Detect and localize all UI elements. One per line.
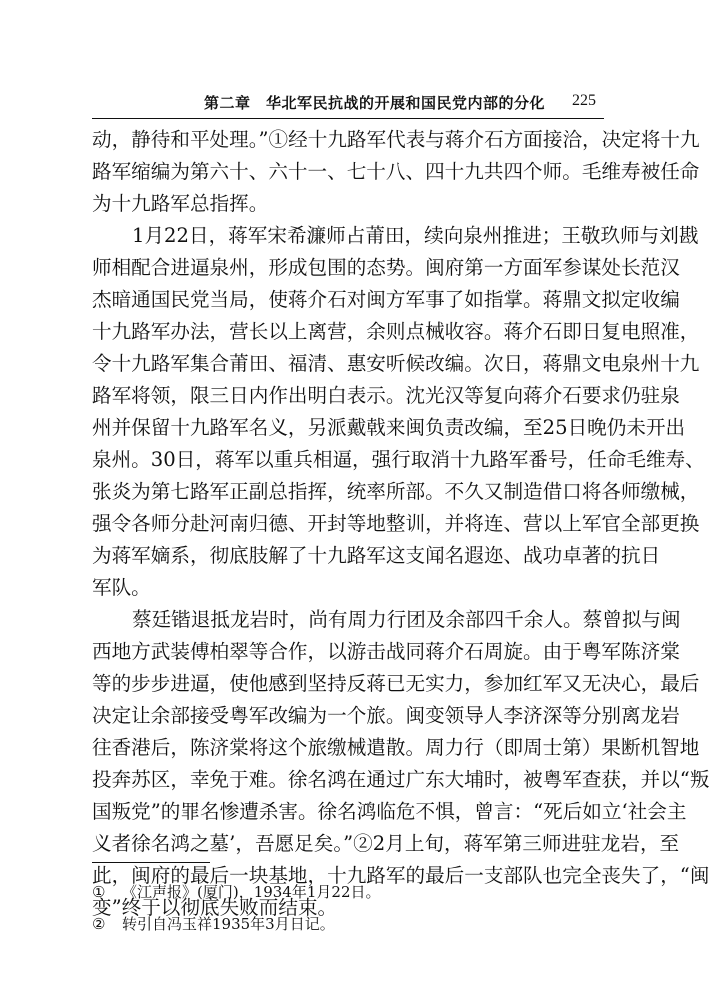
text-line: 义者徐名鸿之墓’，吾愿足矣。”②2月上旬，蒋军第三师进驻龙岩，至 xyxy=(92,832,680,855)
text-line: 变”终于以彻底失败而结束。 xyxy=(92,896,338,919)
text-line: 强令各师分赴河南归德、开封等地整训，并将连、营以上军官全部更换 xyxy=(92,512,700,535)
running-header xyxy=(92,92,604,114)
text-line: 令十九路军集合莆田、福清、惠安听候改编。次日，蒋鼎文电泉州十九 xyxy=(92,352,700,375)
text-line: 路军将领，限三日内作出明白表示。沈光汉等复向蒋介石要求仍驻泉 xyxy=(92,384,680,407)
footnote-text: 《江声报》(厦门)，1934年1月22日。 xyxy=(122,883,381,901)
text-line: 此，闽府的最后一块基地，十九路军的最后一支部队也完全丧失了，“闽 xyxy=(92,864,709,887)
text-line: 军队。 xyxy=(92,576,151,599)
chapter-title: 第二章 华北军民抗战的开展和国民党内部的分化 xyxy=(204,94,546,112)
footnote xyxy=(92,908,604,940)
paragraph xyxy=(92,220,705,604)
footnote-mark: ② xyxy=(92,915,106,933)
body-text xyxy=(92,124,709,924)
text-line: 杰暗通国民党当局，使蒋介石对闽方军事了如指掌。蒋鼎文拟定收编 xyxy=(92,288,680,311)
text-line: 路军缩编为第六十、六十一、七十八、四十九共四个师。毛维寿被任命 xyxy=(92,160,700,183)
paragraph xyxy=(92,124,700,220)
text-line: 动，静待和平处理。”①经十九路军代表与蒋介石方面接洽，决定将十九 xyxy=(92,128,700,151)
page-number: 225 xyxy=(572,92,596,109)
text-line: 泉州。30日，蒋军以重兵相逼，强行取消十九路军番号，任命毛维寿、 xyxy=(92,448,705,471)
footnote-mark: ① xyxy=(92,883,106,901)
text-line: 决定让余部接受粤军改编为一个旅。闽变领导人李济深等分别离龙岩 xyxy=(92,704,680,727)
text-line: 等的步步进逼，使他感到坚持反蒋已无实力，参加红军又无决心，最后 xyxy=(92,672,700,695)
text-line: 往香港后，陈济棠将这个旅缴械遣散。周力行（即周士第）果断机智地 xyxy=(92,736,700,759)
header-rule xyxy=(92,118,604,119)
text-line: 西地方武装傅柏翠等合作，以游击战同蒋介石周旋。由于粤军陈济棠 xyxy=(92,640,680,663)
text-line: 为十九路军总指挥。 xyxy=(92,192,269,215)
text-line: 师相配合进逼泉州，形成包围的态势。闽府第一方面军参谋处长范汉 xyxy=(92,256,680,279)
footnotes xyxy=(92,876,604,940)
text-line: 蔡廷锴退抵龙岩时，尚有周力行团及余部四千余人。蔡曾拟与闽 xyxy=(132,608,681,631)
footnote xyxy=(92,876,604,908)
text-line: 张炎为第七路军正副总指挥，统率所部。不久又制造借口将各师缴械， xyxy=(92,480,700,503)
text-line: 国叛党”的罪名惨遭杀害。徐名鸿临危不惧，曾言：“死后如立‘社会主 xyxy=(92,800,687,823)
text-line: 1月22日，蒋军宋希濂师占莆田，续向泉州推进；王敬玖师与刘戡 xyxy=(132,224,699,247)
text-line: 为蒋军嫡系，彻底肢解了十九路军这支闻名遐迩、战功卓著的抗日 xyxy=(92,544,661,567)
footnote-text: 转引自冯玉祥1935年3月日记。 xyxy=(122,915,335,933)
footnote-rule xyxy=(92,862,210,863)
text-line: 州并保留十九路军名义，另派戴戟来闽负责改编，至25日晚仍未开出 xyxy=(92,416,686,439)
text-line: 投奔苏区，幸免于难。徐名鸿在通过广东大埔时，被粤军查获，并以“叛 xyxy=(92,768,709,791)
text-line: 十九路军办法，营长以上离营，余则点械收容。蒋介石即日复电照准， xyxy=(92,320,700,343)
